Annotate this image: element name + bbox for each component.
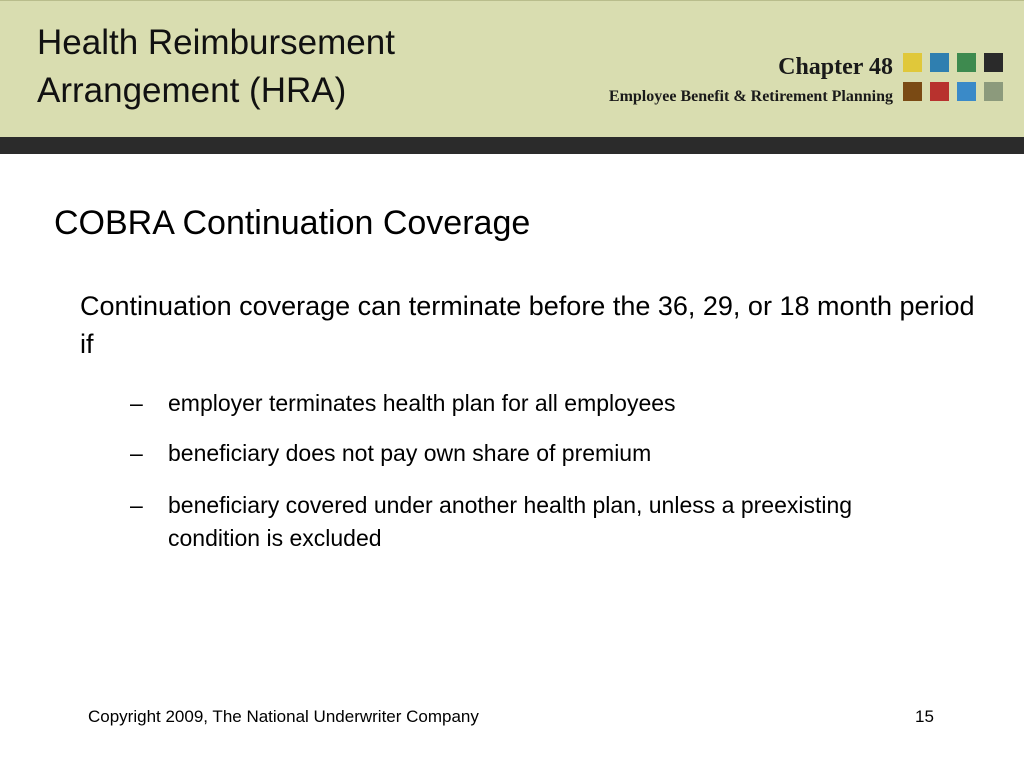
sub-bullet — [130, 489, 930, 555]
book-subtitle: Employee Benefit & Retirement Planning — [608, 88, 893, 105]
sub-bullet — [130, 437, 930, 470]
section-heading: COBRA Continuation Coverage — [54, 204, 531, 242]
slide-header — [0, 0, 1024, 137]
sub-bullet-text: beneficiary does not pay own share of premium — [168, 440, 652, 466]
copyright-footer: Copyright 2009, The National Underwriter Company — [88, 707, 479, 726]
sub-bullet-text: employer terminates health plan for all employees — [168, 390, 676, 416]
slide-title-line-2: Arrangement (HRA) — [37, 71, 347, 110]
square-yellow — [903, 53, 922, 72]
slide-title-line-1: Health Reimbursement — [37, 23, 395, 62]
square-gray-green — [984, 82, 1003, 101]
sub-bullet — [130, 387, 930, 420]
square-green — [957, 53, 976, 72]
square-red — [930, 82, 949, 101]
square-brown — [903, 82, 922, 101]
main-bullet: Continuation coverage can terminate before the 36, 29, or 18 month period if — [80, 291, 975, 359]
square-black — [984, 53, 1003, 72]
page-number: 15 — [915, 707, 934, 726]
header-divider-bar — [0, 137, 1024, 154]
square-blue — [930, 53, 949, 72]
dash-marker: – — [130, 492, 143, 518]
square-light-blue — [957, 82, 976, 101]
dash-marker: – — [130, 440, 143, 466]
chapter-label: Chapter 48 — [778, 54, 893, 80]
sub-bullet-text: beneficiary covered under another health plan, unless a preexisting condition is excluded — [168, 492, 853, 551]
dash-marker: – — [130, 390, 143, 416]
